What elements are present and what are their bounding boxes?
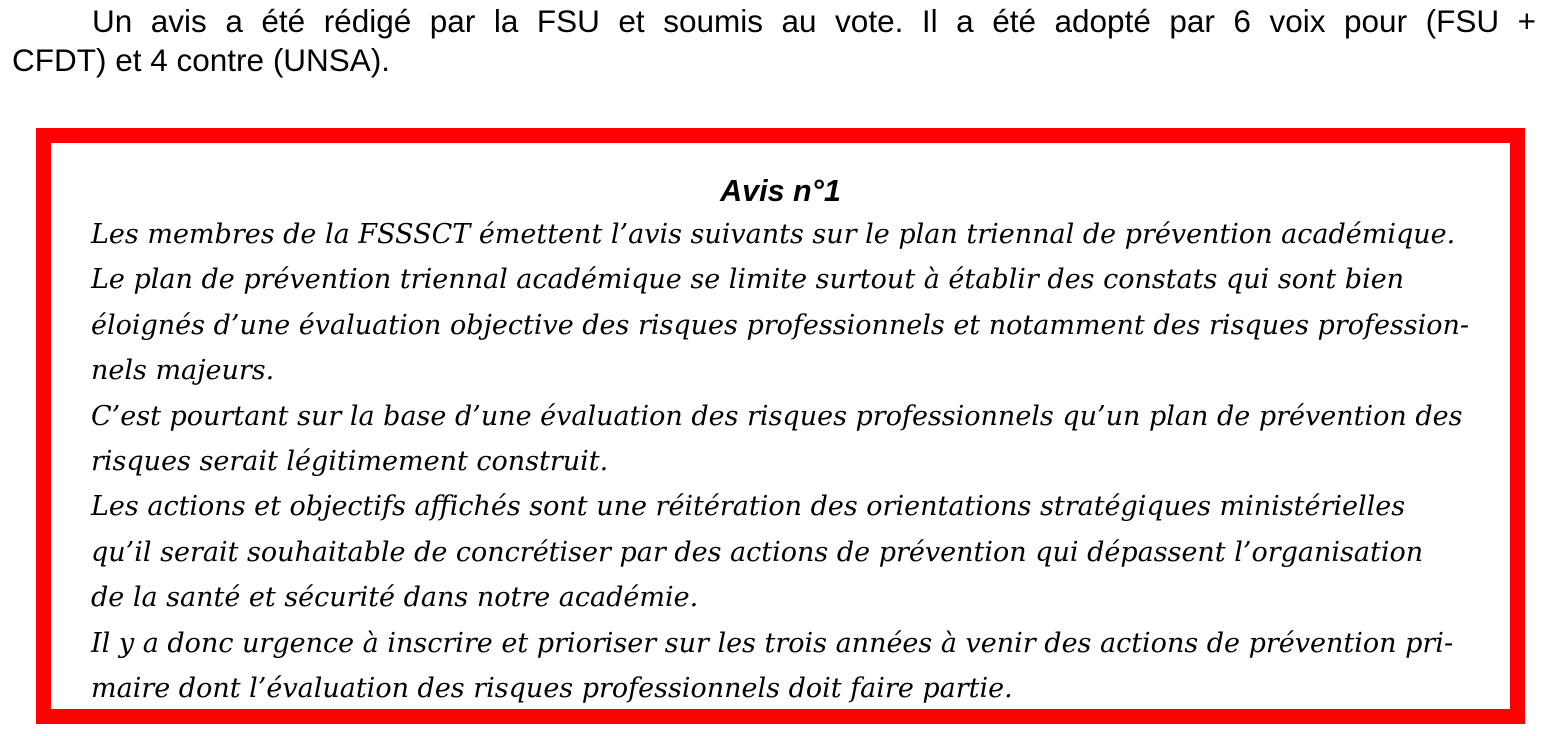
avis-title: Avis n°1 [720,174,841,208]
intro-line: CFDT) et 4 contre (UNSA). [12,42,391,78]
intro-paragraph [12,2,1536,80]
avis-line: Les membres de la FSSSCT émettent l’avis suivants sur le plan triennal de prévention académique. [91,219,1456,250]
avis-line: Le plan de prévention triennal académique se limite surtout à établir des constats qui sont bien [91,264,1405,296]
avis-line: maire dont l’évaluation des risques professionnels doit faire partie. [91,673,1013,705]
avis-line: C’est pourtant sur la base d’une évaluation des risques professionnels qu’un plan de prévention des [91,400,1463,432]
avis-line: nels majeurs. [91,355,275,387]
intro-line: Un avis a été rédigé par la FSU et soumis au vote. Il a été adopté par 6 voix pour (FSU + [92,3,1536,39]
avis-body [91,212,1491,711]
avis-line: Il y a donc urgence à inscrire et prioriser sur les trois années à venir des actions de prévention pri- [91,627,1454,659]
avis-line: risques serait légitimement construit. [91,446,609,478]
avis-frame [36,128,1525,724]
avis-line: qu’il serait souhaitable de concrétiser par des actions de prévention qui dépassent l’organisation [91,536,1424,568]
avis-line: éloignés d’une évaluation objective des risques professionnels et notamment des risques profession- [91,309,1470,341]
avis-line: de la santé et sécurité dans notre académie. [91,582,699,614]
avis-line: Les actions et objectifs affichés sont une réitération des orientations stratégiques ministérielles [91,491,1406,523]
